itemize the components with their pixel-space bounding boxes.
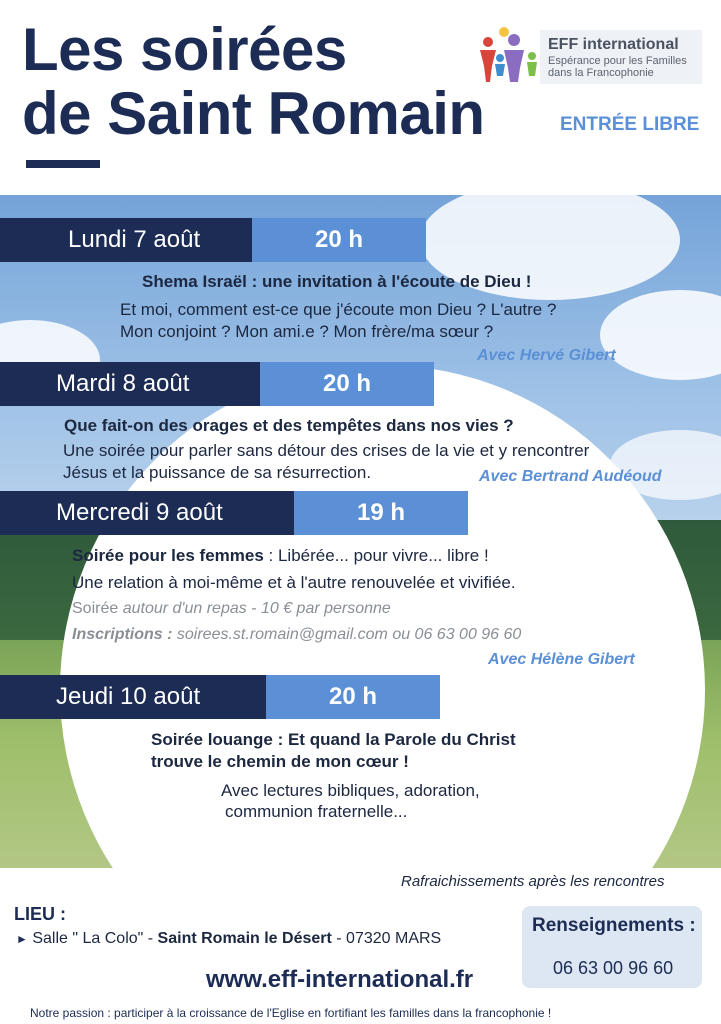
description-line: Mon conjoint ? Mon ami.e ? Mon frère/ma sœur ? — [120, 322, 494, 341]
event-day — [0, 491, 294, 535]
title-line-1: Les soirées — [22, 16, 347, 83]
headline-rest: : Libérée... pour vivre... libre ! — [263, 546, 489, 565]
event-description: Une relation à moi-même et à l'autre renouvelée et vivifiée. — [72, 573, 516, 592]
event-day — [0, 675, 266, 719]
headline-bold: Soirée pour les femmes — [72, 546, 264, 565]
event-speaker: Avec Hervé Gibert — [477, 347, 616, 364]
inscriptions-label: Inscriptions : — [72, 626, 173, 643]
event-speaker: Avec Bertrand Audéoud — [479, 468, 662, 485]
refreshments-note: Rafraichissements après les rencontres — [401, 873, 665, 890]
event-inscriptions — [72, 626, 521, 644]
location-label: LIEU : — [14, 904, 66, 924]
event-hour: 19 h — [294, 491, 468, 535]
family-logo-icon — [474, 26, 544, 84]
title-underline — [26, 160, 100, 168]
event-day — [0, 362, 260, 406]
event-hour: 20 h — [266, 675, 440, 719]
mission-statement: Notre passion : participer à la croissance de l'Eglise en fortifiant les familles dans la francophonie ! — [30, 1006, 552, 1020]
event-day — [0, 218, 252, 262]
event-hour: 20 h — [252, 218, 426, 262]
venue-name: Salle " La Colo" - — [32, 930, 158, 947]
event-meal-note — [72, 600, 391, 618]
contact-phone[interactable]: 06 63 00 96 60 — [553, 958, 674, 978]
torn-paper-edge — [0, 160, 721, 220]
event-headline: Que fait-on des orages et des tempêtes dans nos vies ? — [64, 416, 514, 435]
description-line: Et moi, comment est-ce que j'écoute mon Dieu ? L'autre ? — [120, 300, 557, 319]
inscriptions-value: soirees.st.romain@gmail.com ou 06 63 00 96 60 — [172, 626, 522, 643]
event-speaker: Avec Hélène Gibert — [488, 651, 635, 668]
meal-note-a: Soirée — [72, 600, 123, 617]
website-link[interactable]: www.eff-international.fr — [206, 966, 474, 993]
description-line: Jésus et la puissance de sa résurrection. — [63, 463, 372, 482]
event-day-label: Lundi 7 août — [68, 226, 201, 253]
event-day-label: Mercredi 9 août — [56, 499, 223, 526]
bullet-icon: ► — [16, 932, 28, 946]
location-address — [16, 930, 441, 948]
event-headline — [151, 729, 516, 773]
venue-postal: - 07320 MARS — [331, 930, 442, 947]
venue-town: Saint Romain le Désert — [157, 930, 332, 947]
meal-note-b: autour d'un repas - 10 € par personne — [122, 600, 391, 617]
description-line: Avec lectures bibliques, adoration, — [221, 781, 480, 800]
entry-free-label: ENTRÉE LIBRE — [560, 114, 700, 135]
headline-line: Soirée louange : Et quand la Parole du Christ — [151, 730, 516, 749]
contact-label: Renseignements : — [532, 915, 696, 936]
logo-tagline: Espérance pour les Familles dans la Francophonie — [548, 55, 687, 79]
event-description — [120, 299, 556, 343]
event-day-label: Mardi 8 août — [56, 370, 190, 397]
headline-line: trouve le chemin de mon cœur ! — [151, 752, 409, 771]
event-day-label: Jeudi 10 août — [56, 683, 201, 710]
event-headline — [72, 546, 489, 566]
page-title — [22, 18, 485, 146]
event-hour: 20 h — [260, 362, 434, 406]
event-headline: Shema Israël : une invitation à l'écoute de Dieu ! — [142, 272, 532, 291]
title-line-2: de Saint Romain — [22, 80, 485, 147]
logo-name: EFF international — [548, 36, 679, 53]
description-line: Une soirée pour parler sans détour des crises de la vie et y rencontrer — [63, 441, 590, 460]
description-line: communion fraternelle... — [225, 802, 408, 821]
event-description — [221, 780, 480, 822]
